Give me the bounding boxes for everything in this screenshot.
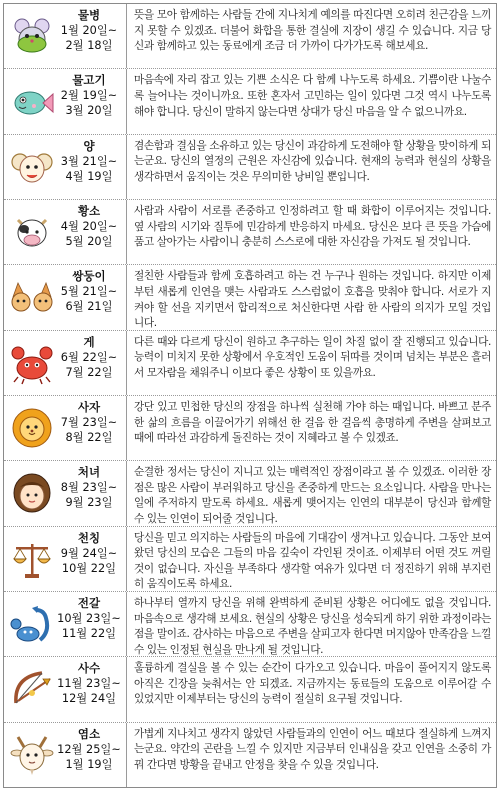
date-start: 10월 23일~: [57, 611, 121, 625]
maiden-icon: [10, 471, 54, 515]
sign-row-virgo: [4, 461, 496, 526]
sign-description: 하나부터 열까지 당신을 위해 완벽하게 준비된 상황은 어디에도 없을 것입니다. 마음속으로 생각해 보세요. 현실의 상황은 당신을 성숙되게 하기 위한 과정이라는 점을 말이죠. 감사하는 마음으로 주변을 살피고자 한다면 머지않아 만족감을 느낄 수 있는 인정된 현실을 만나게 될 것입니다.: [134, 596, 491, 656]
sign-name: 양: [83, 138, 95, 153]
sign-cell: [4, 265, 127, 329]
date-end: 5월 20일: [65, 234, 113, 248]
date-end: 2월 18일: [65, 39, 113, 52]
sign-cell: [4, 200, 127, 264]
sign-description: 강단 있고 민첩한 당신의 장점을 하나씩 실천해 가야 하는 때입니다. 바쁘고 분주한 삶의 흐름을 이끌어가기 위해선 한 걸음 한 걸음씩 총명하게 주변을 살펴보고 때에 따라선 과감하게 돌진하는 것이 지혜라고 볼 수 있겠죠.: [134, 400, 491, 445]
sign-description: 절친한 사람들과 함께 호흡하려고 하는 건 누구나 원하는 것입니다. 하지만 이제부턴 새롭게 인연을 맺는 사람과도 스스럼없이 호흡을 맞춰야 합니다. 서로가 지켜야 할 선을 지키면서 합리적으로 처신한다면 사람 한 사람의 의지가 모일 것입니다.: [134, 270, 491, 330]
sign-cell: [4, 69, 127, 133]
sign-name: 물고기: [72, 73, 106, 88]
sign-row-aries: [4, 135, 496, 200]
date-start: 4월 20일~: [60, 219, 118, 233]
date-end: 11월 22일: [61, 626, 117, 640]
sign-name: 사자: [77, 399, 101, 414]
date-end: 6월 21일: [65, 300, 113, 314]
sign-name: 물병: [77, 8, 101, 22]
sign-row-cancer: [4, 331, 496, 396]
sign-cell: [4, 592, 127, 656]
ram-icon: [10, 145, 54, 189]
sign-cell: [4, 4, 127, 68]
date-start: 6월 22일~: [60, 350, 118, 364]
sign-cell: [4, 461, 127, 525]
sign-name: 염소: [77, 726, 101, 741]
fish-icon: [10, 79, 54, 123]
sign-name: 천칭: [77, 530, 101, 545]
sign-cell: [4, 331, 127, 395]
date-end: 1월 19일: [65, 757, 113, 771]
sign-description: 당신을 믿고 의지하는 사람들의 마음에 기대감이 생겨나고 있습니다. 그동안 보여왔던 당신의 모습은 그들의 마음 깊숙이 각인된 것이죠. 이제부터 어떤 것도 꺼릴 것이 없습니다. 자신을 부족하다 생각할 여유가 있다면 더 정진하기 위해 부지런히 움직이도록 하세요.: [134, 531, 491, 591]
rat-icon: [10, 14, 54, 58]
lion-icon: [10, 406, 54, 450]
sign-row-leo: [4, 396, 496, 461]
sign-cell: [4, 657, 127, 721]
date-start: 12월 25일~: [57, 742, 121, 756]
sign-row-scorpio: [4, 592, 496, 657]
date-end: 10월 22일: [61, 561, 117, 575]
archer-icon: [10, 667, 54, 711]
scorpion-icon: [10, 602, 54, 646]
scales-icon: [10, 537, 54, 581]
date-end: 4월 19일: [65, 169, 113, 183]
date-end: 8월 22일: [65, 430, 113, 444]
date-end: 9월 23일: [65, 496, 113, 510]
sign-cell: [4, 527, 127, 591]
date-start: 2월 19일~: [60, 89, 118, 103]
crab-icon: [10, 341, 54, 385]
date-end: 3월 20일: [65, 104, 113, 118]
sign-row-pisces: [4, 69, 496, 134]
sign-description: 다른 때와 다르게 당신이 원하고 추구하는 일이 차질 없이 잘 진행되고 있습니다. 능력이 미치지 못한 상황에서 우호적인 도움이 뒤따를 것이며 넘치는 부분은 흘러서 모자람을 채워주니 이보다 좋은 상황이 또 있을까요.: [134, 335, 491, 379]
date-start: 5월 21일~: [60, 285, 118, 299]
sign-name: 사수: [77, 661, 101, 676]
sign-description: 겸손함과 결심을 소유하고 있는 당신이 과감하게 도전해야 할 상황을 맞이하게 되는군요. 당신의 열정의 근원은 자신감에 있습니다. 현재의 능력과 현실의 상황을 생각하면서 움직이는 것은 무의미한 낭비일 뿐입니다.: [134, 139, 491, 183]
sign-row-taurus: [4, 200, 496, 265]
sign-description: 훌륭하게 결실을 볼 수 있는 순간이 다가오고 있습니다. 마음이 풀어지지 않도록 아직은 긴장을 늦춰서는 안 되겠죠. 지금까지는 동료들의 도움으로 이루어갈 수 있었지만 이제부터는 당신의 능력이 절실히 요구될 것입니다.: [134, 662, 491, 706]
sign-name: 처녀: [77, 465, 101, 480]
goat-icon: [10, 733, 54, 777]
sign-name: 황소: [77, 203, 101, 218]
sign-row-libra: [4, 527, 496, 592]
sign-name: 쌍둥이: [72, 269, 106, 284]
date-start: 3월 21일~: [60, 154, 118, 168]
date-start: 8월 23일~: [60, 481, 118, 495]
sign-description: 순결한 정서는 당신이 지니고 있는 매력적인 장점이라고 볼 수 있겠죠. 이러한 장점은 많은 사람이 부러워하고 당신을 존중하게 만드는 요소입니다. 사람을 만나는 일에 주저하지 말도록 하세요. 새롭게 맺어지는 인연의 대부분이 당신과 함께할 수 있는 인연이 되어줄 것입니다.: [134, 466, 491, 526]
twins-icon: [10, 275, 54, 319]
sign-description: 뜻을 모아 함께하는 사람들 간에 지나치게 예의를 따진다면 오히려 친근감을 느끼지 못할 수 있겠죠. 더불어 화합을 통한 결실에 지장이 생길 수 있습니다. 지금 당신과 함께하고 있는 동료에게 조금 더 가까이 다가가도록 해보세요.: [134, 9, 491, 53]
sign-row-gemini: [4, 265, 496, 330]
date-end: 7월 22일: [65, 365, 113, 379]
sign-cell: [4, 135, 127, 199]
cow-icon: [10, 210, 54, 254]
sign-name: 게: [83, 334, 95, 349]
sign-row-sagittarius: [4, 657, 496, 722]
sign-description: 마음속에 자리 잡고 있는 기쁜 소식은 다 함께 나누도록 하세요. 기쁨이란 나눌수록 늘어나는 것이니까요. 또한 혼자서 고민하는 일이 있다면 그것 역시 나누도록 해야 합니다. 당신이 말하지 않는다면 상대가 당신 마음을 알 수 없으니까요.: [134, 74, 491, 118]
date-start: 1월 20일~: [60, 24, 118, 37]
sign-name: 전갈: [77, 595, 101, 610]
horoscope-table: [3, 3, 497, 788]
date-start: 9월 24일~: [60, 546, 118, 560]
date-end: 12월 24일: [61, 692, 117, 706]
sign-cell: [4, 723, 127, 787]
sign-row-aquarius: [4, 4, 496, 69]
sign-description: 가볍게 지나치고 생각지 않았던 사람들과의 인연이 어느 때보다 절실하게 느껴지는군요. 약간의 곤란을 느낄 수 있지만 지금부터 인내심을 갖고 인연을 소중히 가꿔 간다면 방황을 끝내고 안정을 찾을 수 있을 것입니다.: [134, 727, 491, 771]
sign-description: 사람과 사람이 서로를 존중하고 인정하려고 할 때 화합이 이루어지는 것입니다. 옆 사람의 시기와 질투에 민감하게 반응하지 마세요. 당신은 보다 큰 뜻을 가슴에 품고 살아가는 사람이니 충분히 스스로에 대한 자신감을 가져도 될 것입니다.: [134, 204, 491, 249]
date-start: 11월 23일~: [57, 677, 121, 691]
sign-cell: [4, 396, 127, 460]
sign-row-capricorn: [4, 723, 496, 787]
date-start: 7월 23일~: [60, 415, 118, 429]
